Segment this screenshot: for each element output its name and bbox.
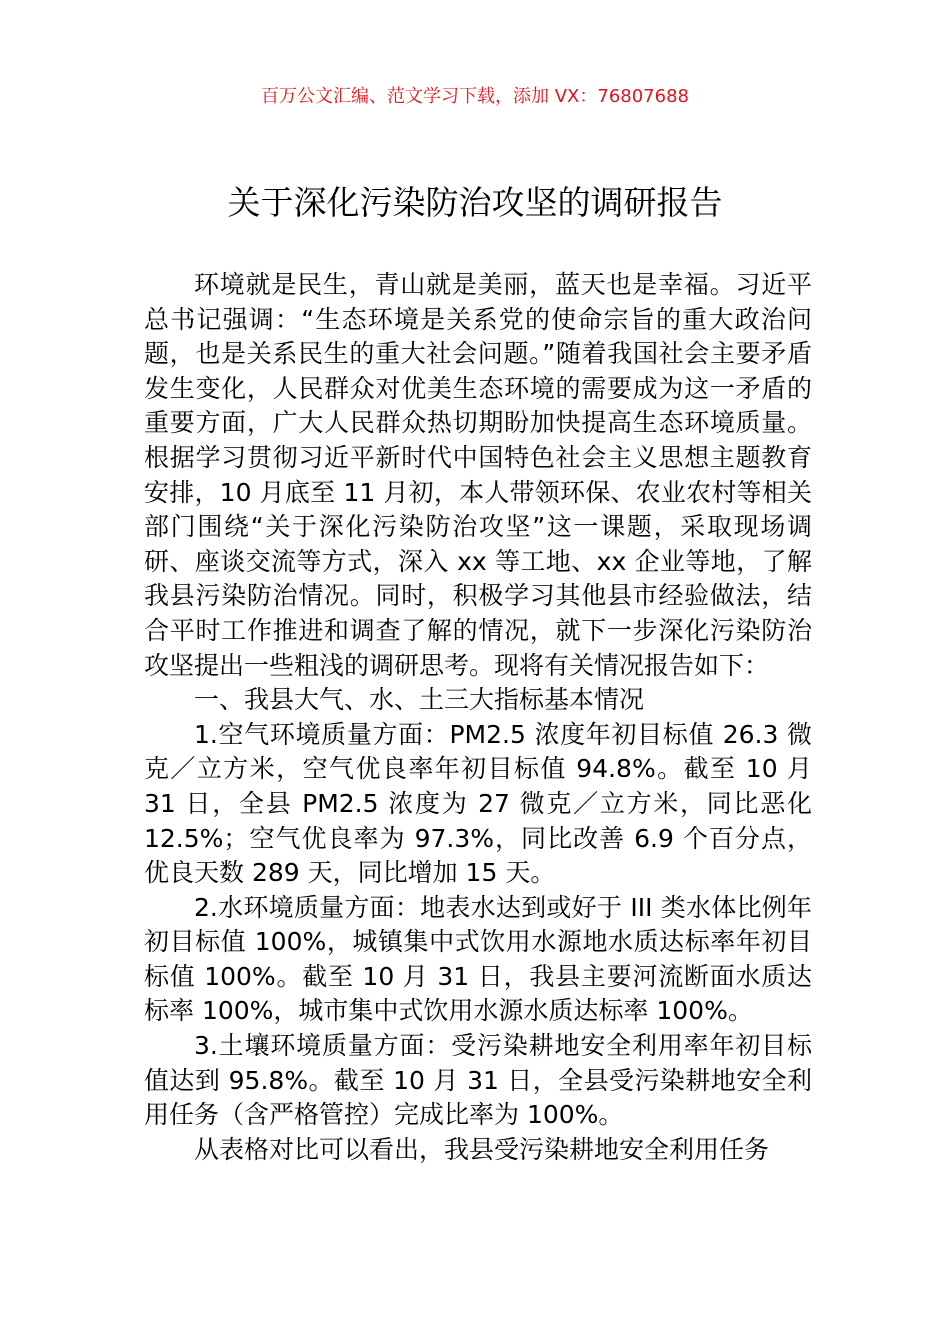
promo-header-note: 百万公文汇编、范文学习下载，添加 VX：76807688 bbox=[261, 86, 689, 107]
paragraph-soil-quality: 3.土壤环境质量方面：受污染耕地安全利用率年初目标值达到 95.8%。截至 10 月 31 日，全县受污染耕地安全利用任务（含严格管控）完成比率为 100%。 bbox=[144, 1031, 812, 1130]
document-body bbox=[144, 268, 812, 1167]
paragraph-comparison: 从表格对比可以看出，我县受污染耕地安全利用任务 bbox=[194, 1134, 770, 1164]
paragraph-air-quality: 1.空气环境质量方面：PM2.5 浓度年初目标值 26.3 微克／立方米，空气优良率年初目标值 94.8%。截至 10 月 31 日，全县 PM2.5 浓度为 27 微克／立方米，同比恶化 12.5%；空气优良率为 97.3%，同比改善 6.9 个百分点，优良天数 289 天，同比增加 15 天。 bbox=[144, 719, 812, 888]
section-heading-1: 一、我县大气、水、土三大指标基本情况 bbox=[194, 685, 645, 715]
paragraph-intro: 环境就是民生，青山就是美丽，蓝天也是幸福。习近平总书记强调：“生态环境是关系党的使命宗旨的重大政治问题，也是关系民生的重大社会问题。”随着我国社会主要矛盾发生变化，人民群众对优美生态环境的需要成为这一矛盾的重要方面，广大人民群众热切期盼加快提高生态环境质量。根据学习贯彻习近平新时代中国特色社会主义思想主题教育安排，10 月底至 11 月初，本人带领环保、农业农村等相关部门围绕“关于深化污染防治攻坚”这一课题，采取现场调研、座谈交流等方式，深入 xx 等工地、xx 企业等地，了解我县污染防治情况。同时，积极学习其他县市经验做法，结合平时工作推进和调查了解的情况，就下一步深化污染防治攻坚提出一些粗浅的调研思考。现将有关情况报告如下： bbox=[144, 270, 812, 680]
paragraph-water-quality: 2.水环境质量方面：地表水达到或好于 III 类水体比例年初目标值 100%，城镇集中式饮用水源地水质达标率年初目标值 100%。截至 10 月 31 日，我县主要河流断面水质达标率 100%，城市集中式饮用水源水质达标率 100%。 bbox=[144, 892, 812, 1026]
document-title: 关于深化污染防治攻坚的调研报告 bbox=[227, 183, 723, 222]
